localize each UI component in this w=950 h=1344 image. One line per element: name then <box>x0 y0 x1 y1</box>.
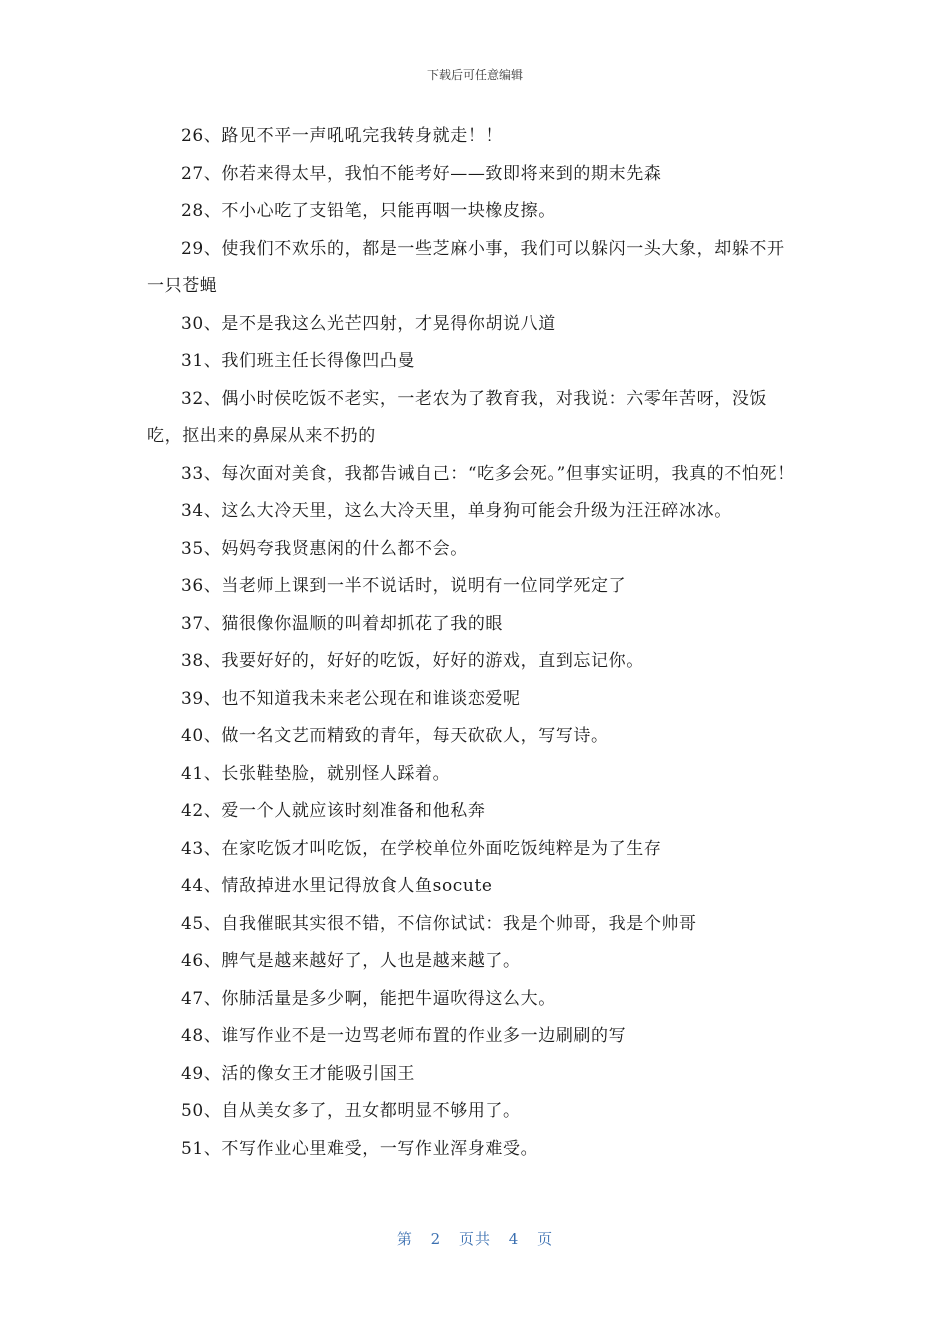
paragraph: 27、你若来得太早，我怕不能考好——致即将来到的期末先森 <box>181 163 662 184</box>
paragraph: 45、自我催眠其实很不错，不信你试试：我是个帅哥，我是个帅哥 <box>181 913 697 934</box>
paragraph: 35、妈妈夸我贤惠闲的什么都不会。 <box>181 538 468 559</box>
footer-ye-gong: 页共 <box>458 1230 491 1248</box>
paragraph: 44、情敌掉进水里记得放食人鱼socute <box>181 876 493 896</box>
paragraph: 41、长张鞋垫脸，就别怪人踩着。 <box>181 763 451 784</box>
paragraph: 42、爱一个人就应该时刻准备和他私奔 <box>181 801 486 821</box>
document-body <box>147 118 797 1168</box>
paragraph: 40、做一名文艺而精致的青年，每天砍砍人，写写诗。 <box>181 726 609 746</box>
footer-page-number: 2 <box>430 1230 442 1248</box>
paragraph: 47、你肺活量是多少啊，能把牛逼吹得这么大。 <box>181 988 556 1009</box>
paragraph: 46、脾气是越来越好了，人也是越来越了。 <box>181 951 521 971</box>
page-header-note: 下载后可任意编辑 <box>426 68 523 82</box>
paragraph: 28、不小心吃了支铅笔，只能再咽一块橡皮擦。 <box>181 201 556 221</box>
footer-di: 第 <box>396 1230 413 1248</box>
paragraph: 50、自从美女多了，丑女都明显不够用了。 <box>181 1101 521 1121</box>
paragraph: 29、使我们不欢乐的，都是一些芝麻小事，我们可以躲闪一头大象，却躲不开一只苍蝇 <box>147 238 785 296</box>
paragraph: 49、活的像女王才能吸引国王 <box>181 1063 416 1084</box>
paragraph: 32、偶小时侯吃饭不老实，一老农为了教育我，对我说：六零年苦呀，没饭吃，抠出来的鼻屎从来不扔的 <box>147 388 768 446</box>
paragraph: 26、路见不平一声吼吼完我转身就走！！ <box>181 126 504 146</box>
paragraph: 36、当老师上课到一半不说话时，说明有一位同学死定了 <box>181 576 627 596</box>
paragraph: 31、我们班主任长得像凹凸曼 <box>181 351 416 371</box>
paragraph: 38、我要好好的，好好的吃饭，好好的游戏，直到忘记你。 <box>181 651 644 671</box>
paragraph: 34、这么大冷天里，这么大冷天里，单身狗可能会升级为汪汪碎冰冰。 <box>181 501 732 521</box>
paragraph: 43、在家吃饭才叫吃饭，在学校单位外面吃饭纯粹是为了生存 <box>181 838 662 859</box>
paragraph: 33、每次面对美食，我都告诫自己：“吃多会死。”但事实证明，我真的不怕死！ <box>181 463 795 484</box>
footer-total-pages: 4 <box>508 1230 520 1248</box>
page-footer <box>0 1228 950 1249</box>
paragraph: 39、也不知道我未来老公现在和谁谈恋爱呢 <box>181 688 521 709</box>
paragraph: 37、猫很像你温顺的叫着却抓花了我的眼 <box>181 613 504 634</box>
paragraph: 51、不写作业心里难受，一写作业浑身难受。 <box>181 1138 539 1159</box>
paragraph: 30、是不是我这么光芒四射，才晃得你胡说八道 <box>181 313 556 334</box>
footer-ye: 页 <box>537 1230 554 1248</box>
paragraph: 48、谁写作业不是一边骂老师布置的作业多一边刷刷的写 <box>181 1026 627 1046</box>
